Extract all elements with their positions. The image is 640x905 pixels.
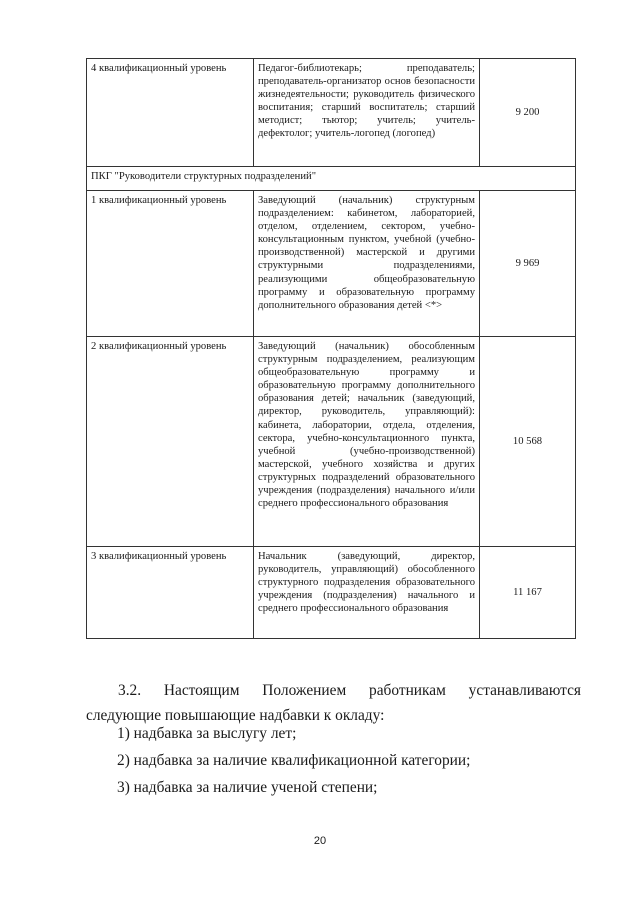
salary-cell: 10 568: [480, 337, 576, 547]
paragraph-3-2: 3.2. Настоящим Положением работникам устанавливаются следующие повышающие надбавки к окладу:: [86, 682, 581, 724]
qualification-level-cell: 4 квалификационный уровень: [87, 59, 254, 167]
salary-table: [86, 58, 576, 639]
salary-cell: 11 167: [480, 547, 576, 639]
salary-cell: 9 969: [480, 191, 576, 337]
qualification-level-cell: 3 квалификационный уровень: [87, 547, 254, 639]
positions-cell: Начальник (заведующий, директор, руководитель, управляющий) обособленного структурного подразделения образовательного учреждения (подразделения) начального и среднего профессионального образования: [254, 547, 480, 639]
list-item: 1) надбавка за выслугу лет;: [117, 725, 297, 742]
table-row: [87, 59, 576, 167]
table-row: [87, 337, 576, 547]
positions-cell: Педагог-библиотекарь; преподаватель; преподаватель-организатор основ безопасности жизнедеятельности; руководитель физического воспитания; старший воспитатель; старший методист; тьютор; учитель; учитель-дефектолог; учитель-логопед (логопед): [254, 59, 480, 167]
list-item: 3) надбавка за наличие ученой степени;: [117, 779, 378, 796]
table-row: [87, 547, 576, 639]
list-item: 2) надбавка за наличие квалификационной категории;: [117, 752, 471, 769]
group-header-row: [87, 167, 576, 191]
qualification-level-cell: 2 квалификационный уровень: [87, 337, 254, 547]
table-row: [87, 191, 576, 337]
positions-cell: Заведующий (начальник) структурным подразделением: кабинетом, лабораторией, отделом, отделением, сектором, учебно-консультационным пунктом, учебной (учебно-производственной) мастерской и другими структурными подразделениями, реализующими общеобразовательную программу и образовательную программу дополнительного образования детей <*>: [254, 191, 480, 337]
group-header: ПКГ "Руководители структурных подразделений": [87, 167, 576, 191]
qualification-level-cell: 1 квалификационный уровень: [87, 191, 254, 337]
salary-cell: 9 200: [480, 59, 576, 167]
positions-cell: Заведующий (начальник) обособленным структурным подразделением, реализующим общеобразовательную программу и образовательную программу дополнительного образования детей; начальник (заведующий, директор, руководитель, управляющий): кабинета, лаборатории, отдела, отделения, сектора, учебно-консультационного пункта, учебной (учебно-производственной) мастерской, учебного хозяйства и других структурных подразделений образовательного учреждения (подразделения) начального и/или среднего профессионального образования: [254, 337, 480, 547]
page-number: 20: [313, 835, 327, 847]
